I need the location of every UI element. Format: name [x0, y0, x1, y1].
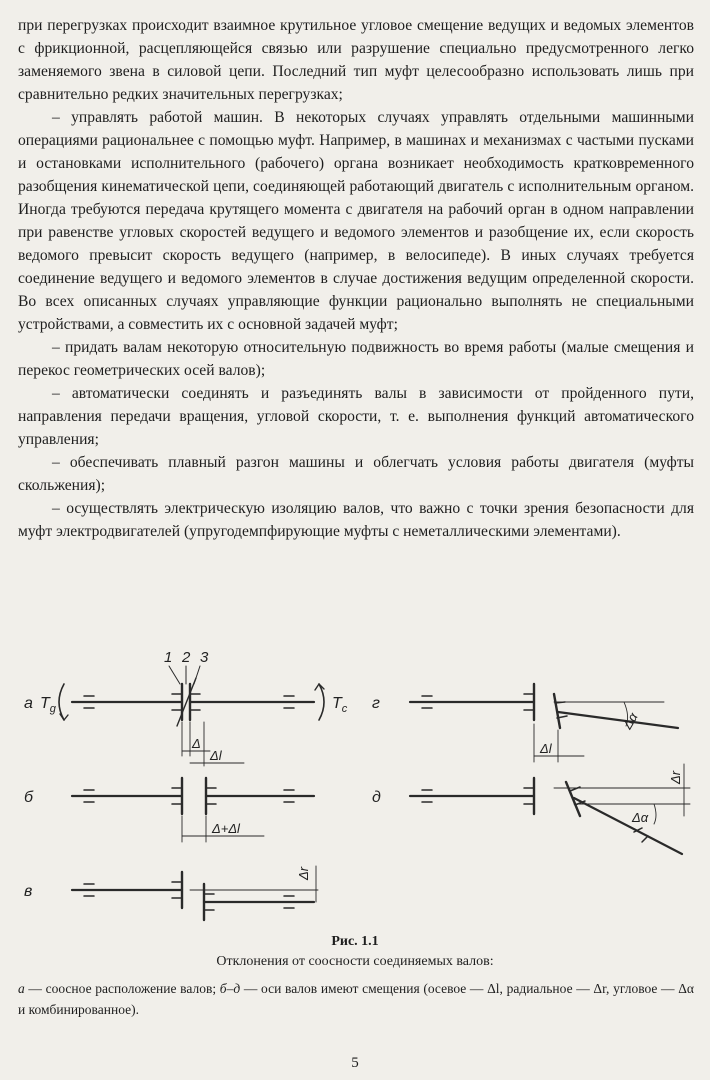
- paragraph-4: – автоматически соединять и разъединять валы в зависимости от пройденного пути, направления передачи вращения, угловой скорости, т. е. выполнения функций автоматического управления;: [18, 385, 694, 448]
- paragraph-3: – придать валам некоторую относительную подвижность во время работы (малые смещения и перекос геометрических осей валов);: [18, 339, 694, 379]
- dim-delta-a: Δ: [192, 736, 201, 751]
- view-label-d: д: [372, 789, 381, 806]
- dim-delta-l-a: Δl: [210, 748, 222, 763]
- caption-text-a: — соосное расположение валов;: [24, 981, 220, 996]
- dim-delta-alpha-g: Δα: [619, 710, 641, 732]
- paragraph-6: – осуществлять электрическую изоляцию валов, что важно с точки зрения безопасности для муфт электродвигателей (упругодемпфирующие муфты с неметаллическими элементами).: [18, 500, 694, 540]
- paragraph-2: – управлять работой машин. В некоторых случаях управлять отдельными машинными операциями рациональнее с помощью муфт. Например, в машинах и механизмах с частыми пусками и остановками исполнительного (рабочего) органа возникает необходимость кратковременного разобщения кинематической цепи, соединяющей работающий двигатель с исполнительным органом. Иногда требуются передача крутящего момента с двигателя на рабочий орган в одном направлении при равенстве угловых скоростей ведущего и ведомого элементов и разобщение их, если скорость ведомого превысит скорость ведущего (например, в велосипеде). В иных случаях требуется соединение ведущего и ведомого элементов в случае достижения ведущим определенной скорости. Во всех описанных случаях управляющие функции рационально выполнять не специальными устройствами, а совместить их с основной задачей муфт;: [18, 109, 694, 333]
- view-label-a: а: [24, 695, 33, 712]
- figure-subtitle: Отклонения от соосности соединяемых валов:: [216, 954, 494, 969]
- part-label-2: 2: [182, 649, 191, 666]
- torque-input-label: $T_g$: [40, 695, 56, 715]
- dim-delta-alpha-d: Δα: [632, 810, 649, 825]
- figure-title: Рис. 1.1: [331, 934, 379, 949]
- caption-text-bd: — оси валов имеют смещения (осевое — Δl, радиальное — Δr, угловое — Δα и комбинированное).: [18, 981, 694, 1017]
- dim-delta-plus-l-b: Δ+Δl: [212, 821, 240, 836]
- figure-caption: [18, 978, 694, 1020]
- figure-drawing: [14, 636, 696, 928]
- caption-label-a: а: [18, 981, 25, 996]
- paragraph-5: – обеспечивать плавный разгон машины и облегчать условия работы двигателя (муфты скольжения);: [18, 454, 694, 494]
- view-d-drawing: [410, 764, 690, 854]
- dim-delta-l-g: Δl: [540, 741, 552, 756]
- view-label-g: г: [372, 695, 380, 712]
- figure-shaft-misalignment: [14, 636, 696, 928]
- part-label-3: 3: [200, 649, 209, 666]
- dim-delta-r-v: Δr: [296, 866, 311, 880]
- caption-label-bd: б–д: [219, 981, 241, 996]
- view-v-drawing: [72, 866, 318, 920]
- view-label-v: в: [24, 883, 33, 900]
- dim-delta-r-d: Δr: [668, 770, 683, 784]
- view-b-drawing: [72, 778, 314, 842]
- body-text: [18, 14, 694, 543]
- paragraph-1: при перегрузках происходит взаимное крутильное угловое смещение ведущих и ведомых элементов с фрикционной, расцепляющейся связью или разрушение специально предусмотренного легко заменяемого звена в силовой цепи. Последний тип муфт целесообразно использовать лишь при сравнительно редких значительных перегрузках;: [18, 17, 694, 103]
- part-label-1: 1: [164, 649, 173, 666]
- page-number: 5: [351, 1055, 359, 1071]
- view-a-drawing: [59, 666, 324, 766]
- torque-output-label: $T_c$: [332, 695, 348, 715]
- view-label-b: б: [24, 789, 33, 806]
